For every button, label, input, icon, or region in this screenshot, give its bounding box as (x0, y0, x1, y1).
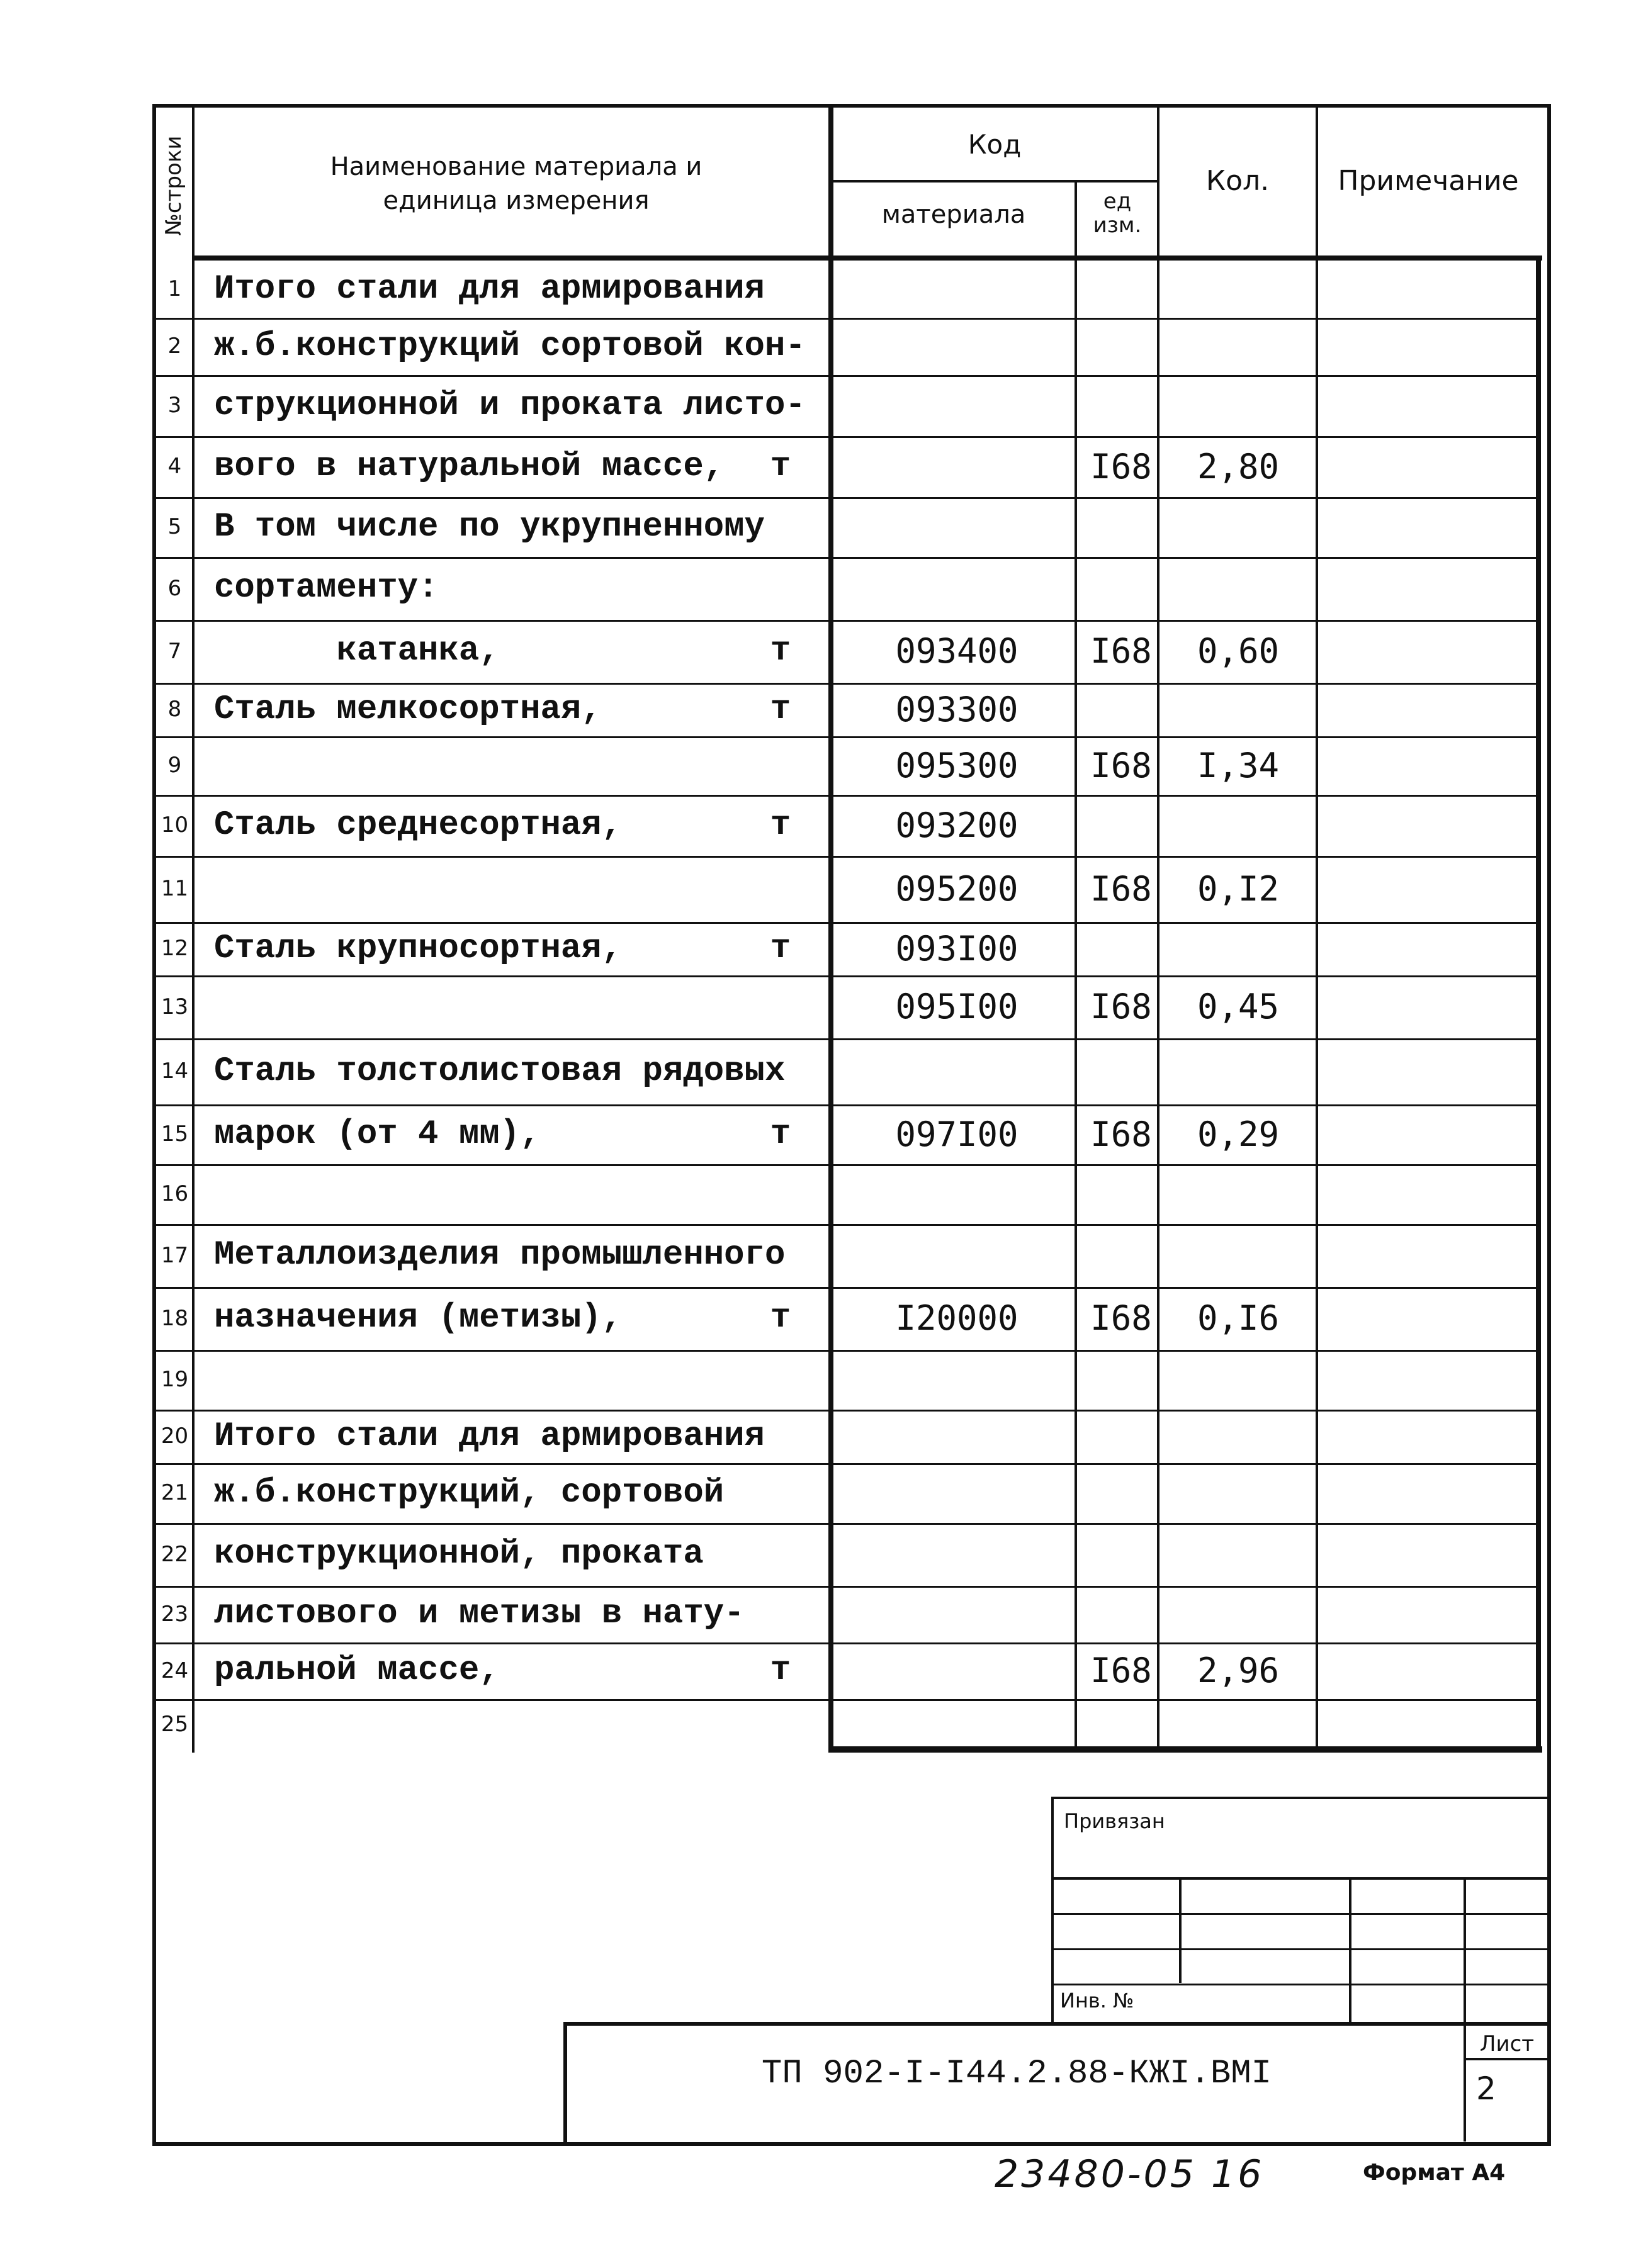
row-number: 19 (161, 1367, 189, 1392)
row-number: 5 (167, 514, 182, 539)
sheet-number: 2 (1476, 2070, 1496, 2107)
row-number: 6 (167, 576, 182, 601)
stamp-vline-3 (1464, 1877, 1466, 2142)
row-material-code: 095200 (895, 869, 1018, 909)
row-number: 11 (161, 876, 189, 901)
col-line-qty (1316, 104, 1318, 1753)
row-unit-code: I68 (1090, 869, 1152, 909)
row-material-code: 097I00 (895, 1114, 1018, 1154)
row-description: струкционной и проката листо- (214, 386, 806, 425)
row-number: 1 (167, 276, 182, 301)
stamp-line-3 (1051, 1913, 1549, 1915)
row-unit: т (770, 806, 791, 845)
row-material-code: 095I00 (895, 987, 1018, 1026)
row-description: ж.б.конструкций, сортовой (214, 1474, 725, 1512)
row-material-code: 093400 (895, 631, 1018, 671)
row-number: 7 (167, 639, 182, 664)
stamp-left-line (1051, 1797, 1054, 2023)
row-description: Сталь мелкосортная, (214, 690, 602, 729)
stamp-line-2 (1051, 1877, 1549, 1880)
row-description: вого в натуральной массе, (214, 447, 725, 486)
header-bottom-line (192, 255, 1542, 261)
row-number: 13 (161, 994, 189, 1019)
inv-number-label: Инв. № (1060, 1989, 1134, 2013)
stamp-vline-1 (1179, 1877, 1182, 1983)
row-quantity: I,34 (1197, 746, 1280, 785)
row-divider-line (156, 1164, 1538, 1166)
row-unit: т (770, 632, 791, 670)
row-description: Итого стали для армирования (214, 270, 765, 308)
row-number: 16 (161, 1181, 189, 1206)
row-number: 12 (161, 936, 189, 961)
row-unit: т (770, 1299, 791, 1337)
row-number: 21 (161, 1480, 189, 1505)
row-material-code: 095300 (895, 746, 1018, 785)
row-unit: т (770, 1115, 791, 1154)
row-unit: т (770, 929, 791, 968)
row-description: Сталь среднесортная, (214, 806, 623, 845)
row-unit-code: I68 (1090, 447, 1152, 486)
row-number: 10 (161, 812, 189, 838)
row-unit-code: I68 (1090, 987, 1152, 1026)
title-block-top-line (563, 2022, 1549, 2026)
row-unit-code: I68 (1090, 1651, 1152, 1690)
row-description: катанка, (214, 632, 500, 670)
row-number: 4 (167, 454, 182, 479)
row-description: Сталь крупносортная, (214, 929, 623, 968)
stamp-vline-2 (1349, 1877, 1351, 2023)
row-unit-code: I68 (1090, 746, 1152, 785)
row-number: 9 (167, 753, 182, 778)
row-description: листового и метизы в нату- (214, 1595, 745, 1633)
row-number: 17 (161, 1243, 189, 1268)
row-number: 15 (161, 1121, 189, 1147)
row-number: 8 (167, 697, 182, 722)
row-description: Металлоизделия промышленного (214, 1236, 786, 1274)
row-number: 2 (167, 334, 182, 359)
row-description: ральной массе, (214, 1651, 500, 1690)
frame-bottom-line (152, 2142, 1551, 2146)
col-line-name (828, 104, 833, 1753)
stamp-top-line (1051, 1797, 1549, 1799)
row-quantity: 0,29 (1197, 1114, 1280, 1154)
row-number: 14 (161, 1058, 189, 1084)
col-line-right-thick (1536, 258, 1541, 1753)
header-code-divider (831, 180, 1158, 182)
col-line-ed (1157, 104, 1159, 1753)
stamp-line-4 (1051, 1948, 1549, 1950)
row-unit-code: I68 (1090, 1114, 1152, 1154)
sheet-divider-line (1464, 2058, 1549, 2060)
row-description: сортаменту: (214, 569, 439, 607)
material-header: материала (881, 200, 1026, 229)
row-number: 23 (161, 1602, 189, 1627)
row-unit: т (770, 1651, 791, 1690)
format-label: Формат А4 (1363, 2160, 1506, 2186)
row-number: 18 (161, 1306, 189, 1331)
row-description: Итого стали для армирования (214, 1417, 765, 1456)
title-block-left-line (563, 2022, 567, 2145)
row-number: 20 (161, 1423, 189, 1449)
row-unit: т (770, 447, 791, 486)
row-material-code: 093I00 (895, 929, 1018, 968)
row-quantity: 2,80 (1197, 447, 1280, 486)
row-number: 3 (167, 393, 182, 418)
row-number: 22 (161, 1542, 189, 1567)
privyazan-label: Привязан (1064, 1809, 1165, 1833)
row-divider-line (156, 1699, 1538, 1701)
row-unit: т (770, 690, 791, 729)
sheet-label: Лист (1479, 2031, 1535, 2057)
row-material-code: 093200 (895, 806, 1018, 845)
row-description: конструкционной, проката (214, 1535, 704, 1573)
name-header-line1: Наименование материала и (330, 152, 702, 181)
row-description: ж.б.конструкций сортовой кон- (214, 327, 806, 366)
name-header-line2: единица измерения (383, 186, 650, 215)
document-code: ТП 902-I-I44.2.88-КЖI.ВМI (761, 2055, 1272, 2093)
frame-right-line (1547, 104, 1551, 2146)
row-number-header: №строки (161, 135, 186, 236)
row-quantity: 0,45 (1197, 987, 1280, 1026)
row-description: В том числе по укрупненному (214, 508, 765, 546)
stamp-line-5 (1051, 1984, 1549, 1985)
row-material-code: 093300 (895, 690, 1018, 729)
row-description: назначения (метизы), (214, 1299, 623, 1337)
handwritten-number: 23480-05 16 (995, 2152, 1265, 2196)
row-divider-line (156, 1350, 1538, 1352)
row-description: марок (от 4 мм), (214, 1115, 541, 1154)
code-header: Код (967, 129, 1022, 160)
row-quantity: 0,I6 (1197, 1298, 1280, 1338)
qty-header: Кол. (1205, 165, 1270, 197)
row-number: 24 (161, 1658, 189, 1683)
col-line-rownum (192, 104, 195, 1753)
row-quantity: 0,I2 (1197, 869, 1280, 909)
row-quantity: 2,96 (1197, 1651, 1280, 1690)
unit-code-header-line1: ед (1103, 189, 1132, 214)
table-bottom-thick-line (828, 1746, 1542, 1753)
unit-code-header-line2: изм. (1093, 213, 1142, 238)
frame-top-line (152, 104, 1551, 108)
row-description: Сталь толстолистовая рядовых (214, 1052, 786, 1091)
row-unit-code: I68 (1090, 631, 1152, 671)
row-material-code: I20000 (895, 1298, 1018, 1338)
frame-left-line (152, 104, 156, 2146)
row-number: 25 (161, 1712, 189, 1737)
row-unit-code: I68 (1090, 1298, 1152, 1338)
row-quantity: 0,60 (1197, 631, 1280, 671)
note-header: Примечание (1338, 165, 1519, 197)
